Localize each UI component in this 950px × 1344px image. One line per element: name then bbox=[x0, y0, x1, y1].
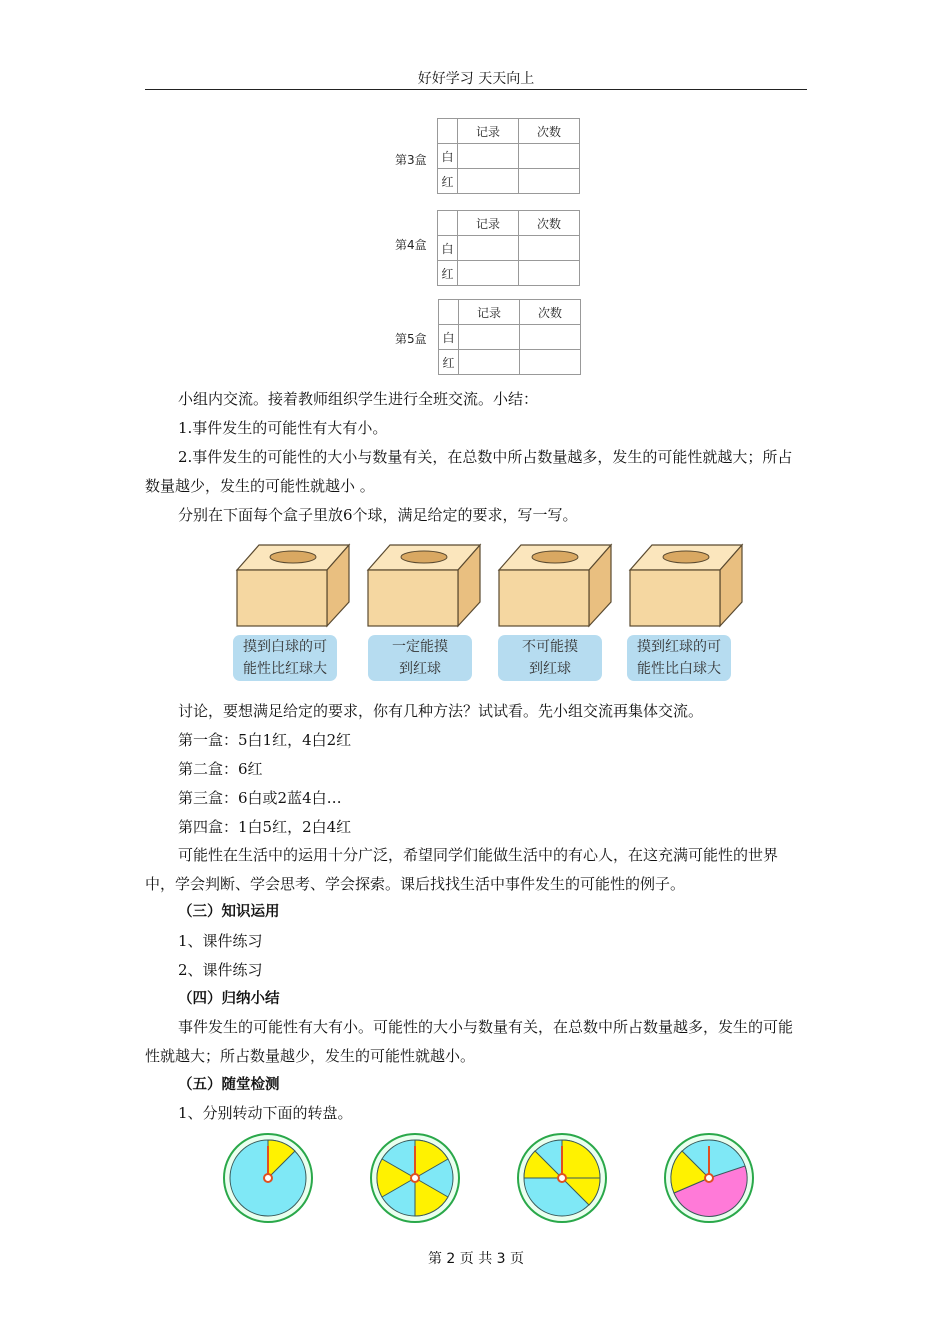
col-record: 记录 bbox=[458, 119, 519, 144]
box-4 bbox=[618, 540, 748, 634]
paragraph: 可能性在生活中的运用十分广泛，希望同学们能做生活中的有心人，在这充满可能性的世界中，学会判断、学会思考、学会探索。课后找找生活中事件发生的可能性的例子。 bbox=[145, 846, 779, 893]
box-icon bbox=[356, 540, 486, 630]
box-icon bbox=[225, 540, 355, 630]
row-red: 红 bbox=[438, 169, 458, 194]
box-5-label: 第5盒 bbox=[395, 332, 427, 346]
col-record: 记录 bbox=[458, 211, 519, 236]
paragraph: 讨论，要想满足给定的要求，你有几种方法？试试看。先小组交流再集体交流。 bbox=[178, 702, 704, 720]
paragraph: 分别在下面每个盒子里放6个球，满足给定的要求，写一写。 bbox=[178, 506, 578, 524]
box-3 bbox=[487, 540, 617, 634]
box-3-caption: 不可能摸 到红球 bbox=[498, 635, 602, 681]
spinner-3 bbox=[516, 1132, 608, 1224]
row-red: 红 bbox=[439, 350, 459, 375]
paragraph: 第三盒：6白或2蓝4白… bbox=[178, 789, 342, 807]
paragraph: 2.事件发生的可能性的大小与数量有关，在总数中所占数量越多，发生的可能性就越大；所占数量越少，发生的可能性就越小 。 bbox=[145, 448, 793, 495]
paragraph: 第二盒：6红 bbox=[178, 760, 263, 778]
paragraph: 第一盒：5白1红，4白2红 bbox=[178, 731, 352, 749]
page-footer: 第 2 页 共 3 页 bbox=[427, 1251, 525, 1267]
row-white: 白 bbox=[439, 325, 459, 350]
section-heading: （四）归纳小结 bbox=[178, 991, 280, 1007]
spinner-1 bbox=[222, 1132, 314, 1224]
row-red: 红 bbox=[438, 261, 458, 286]
box-1 bbox=[225, 540, 355, 634]
paragraph: 1.事件发生的可能性有大有小。 bbox=[178, 419, 388, 437]
record-table-box-3 bbox=[437, 118, 580, 194]
record-table-box-5 bbox=[438, 299, 581, 375]
box-4-caption: 摸到红球的可 能性比白球大 bbox=[627, 635, 731, 681]
box-4-label: 第4盒 bbox=[395, 238, 427, 252]
box-3-label: 第3盒 bbox=[395, 153, 427, 167]
paragraph: 第四盒：1白5红，2白4红 bbox=[178, 818, 352, 836]
page-header: 好好学习 天天向上 bbox=[417, 71, 535, 87]
paragraph: 1、分别转动下面的转盘。 bbox=[178, 1104, 353, 1122]
row-white: 白 bbox=[438, 144, 458, 169]
record-table-box-4 bbox=[437, 210, 580, 286]
header-rule bbox=[145, 89, 807, 90]
box-icon bbox=[618, 540, 748, 630]
box-2-caption: 一定能摸 到红球 bbox=[368, 635, 472, 681]
box-1-caption: 摸到白球的可 能性比红球大 bbox=[233, 635, 337, 681]
paragraph: 小组内交流。接着教师组织学生进行全班交流。小结： bbox=[178, 390, 539, 408]
paragraph: 2、课件练习 bbox=[178, 961, 263, 979]
paragraph: 事件发生的可能性有大有小。可能性的大小与数量有关，在总数中所占数量越多，发生的可能性就越大；所占数量越少，发生的可能性就越小。 bbox=[145, 1018, 794, 1065]
spinner-4 bbox=[663, 1132, 755, 1224]
row-white: 白 bbox=[438, 236, 458, 261]
col-count: 次数 bbox=[519, 119, 580, 144]
section-heading: （三）知识运用 bbox=[178, 904, 280, 920]
box-icon bbox=[487, 540, 617, 630]
section-heading: （五）随堂检测 bbox=[178, 1077, 280, 1093]
paragraph: 1、课件练习 bbox=[178, 932, 263, 950]
col-count: 次数 bbox=[520, 300, 581, 325]
box-2 bbox=[356, 540, 486, 634]
spinner-2 bbox=[369, 1132, 461, 1224]
col-record: 记录 bbox=[459, 300, 520, 325]
col-count: 次数 bbox=[519, 211, 580, 236]
